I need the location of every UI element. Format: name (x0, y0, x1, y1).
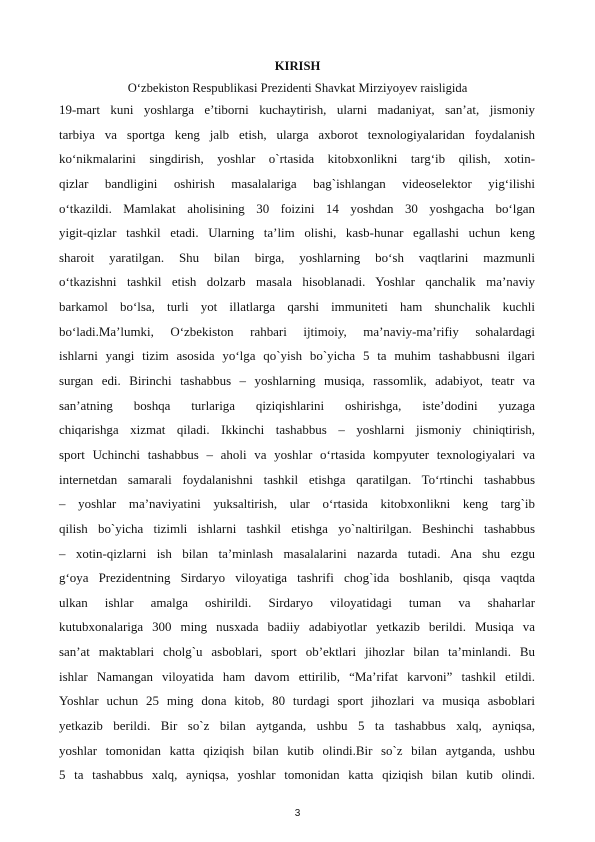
body-line: Yoshlar uchun 25 ming dona kitob, 80 turdagi sport jihozlari va musiqa asboblari (59, 693, 535, 709)
body-line: tarbiya va sportga keng jalb etish, ularga axborot texnologiyalaridan foydalanish (59, 126, 535, 142)
body-line: sharoit yaratilgan. Shu bilan birga, yoshlarning bo‘sh vaqtlarini mazmunli (59, 249, 535, 265)
page-number: 3 (294, 808, 301, 819)
body-paragraph (59, 98, 535, 788)
body-line: – xotin-qizlarni ish bilan ta’minlash masalalarini nazarda tutadi. Ana shu ezgu (59, 545, 535, 561)
body-line: ko‘nikmalarini singdirish, yoshlar o`rtasida kitobxonlikni targ‘ib qilish, xotin- (59, 151, 535, 167)
body-line: g‘oya Prezidentning Sirdaryo viloyatiga tashrifi chog`ida boshlanib, qisqa vaqtda (59, 570, 535, 586)
body-line: – yoshlar ma’naviyatini yuksaltirish, ular o‘rtasida kitobxonlikni keng targ`ib (59, 496, 535, 512)
body-line: sport Uchinchi tashabbus – aholi va yoshlar o‘rtasida kompyuter texnologiyalari va (59, 446, 535, 462)
body-line: san’at maktablari cholg`u asboblari, sport ob’ektlari jihozlar bilan ta’minlandi. Bu (59, 644, 535, 660)
body-line: 5 ta tashabbus xalq, ayniqsa, yoshlar tomonidan katta qiziqish bilan kutib olindi. (59, 767, 535, 783)
body-line: ulkan ishlar amalga oshirildi. Sirdaryo viloyatidagi tuman va shaharlar (59, 594, 535, 610)
body-line: surgan edi. Birinchi tashabbus – yoshlarning musiqa, rassomlik, adabiyot, teatr va (59, 373, 535, 389)
body-line: ishlarni yangi tizim asosida yo‘lga qo`yish bo`yicha 5 ta muhim tashabbusni ilgari (59, 348, 535, 364)
body-line: yoshlar tomonidan katta qiziqish bilan kutib olindi.Bir so`z bilan aytganda, ushbu (59, 742, 535, 758)
body-line: yetkazib berildi. Bir so`z bilan aytganda, ushbu 5 ta tashabbus xalq, ayniqsa, (59, 718, 535, 734)
body-line: yigit-qizlar tashkil etadi. Ularning ta’lim olishi, kasb-hunar egallashi uchun keng (59, 225, 535, 241)
body-line: chiqarishga xizmat qiladi. Ikkinchi tashabbus – yoshlarni jismoniy chiniqtirish, (59, 422, 535, 438)
body-line: ishlar Namangan viloyatida ham davom ettirilib, “Ma’rifat karvoni” tashkil etildi. (59, 668, 535, 684)
body-line: kutubxonalariga 300 ming nusxada badiiy adabiyotlar yetkazib berildi. Musiqa va (59, 619, 535, 635)
body-line: san’atning boshqa turlariga qiziqishlarini oshirishga, iste’dodini yuzaga (59, 397, 535, 413)
body-line: o‘tkazishni tashkil etish dolzarb masala hisoblanadi. Yoshlar qanchalik ma’naviy (59, 274, 535, 290)
body-line: qilish bo`yicha tizimli ishlarni tashkil etishga yo`naltirilgan. Beshinchi tashabbus (59, 520, 535, 536)
body-line: bo‘ladi.Ma’lumki, O‘zbekiston rahbari ijtimoiy, ma’naviy-ma’rifiy sohalardagi (59, 323, 535, 339)
body-line: internetdan samarali foydalanishni tashkil etishga qaratilgan. To‘rtinchi tashabbus (59, 471, 535, 487)
body-line: 19-mart kuni yoshlarga e’tiborni kuchaytirish, ularni madaniyat, san’at, jismoniy (59, 102, 535, 117)
body-line: barkamol bo‘lsa, turli yot illatlarga qarshi immuniteti ham shunchalik kuchli (59, 299, 535, 315)
body-line: o‘tkazildi. Mamlakat aholisining 30 foizini 14 yoshdan 30 yoshgacha bo‘lgan (59, 200, 535, 216)
document-subtitle: O‘zbekiston Respublikasi Prezidenti Shavkat Mirziyoyev raisligida (127, 81, 468, 95)
body-line: qizlar bandligini oshirish masalalariga bag`ishlangan videoselektor yig‘ilishi (59, 175, 535, 191)
document-title: KIRISH (274, 59, 321, 73)
